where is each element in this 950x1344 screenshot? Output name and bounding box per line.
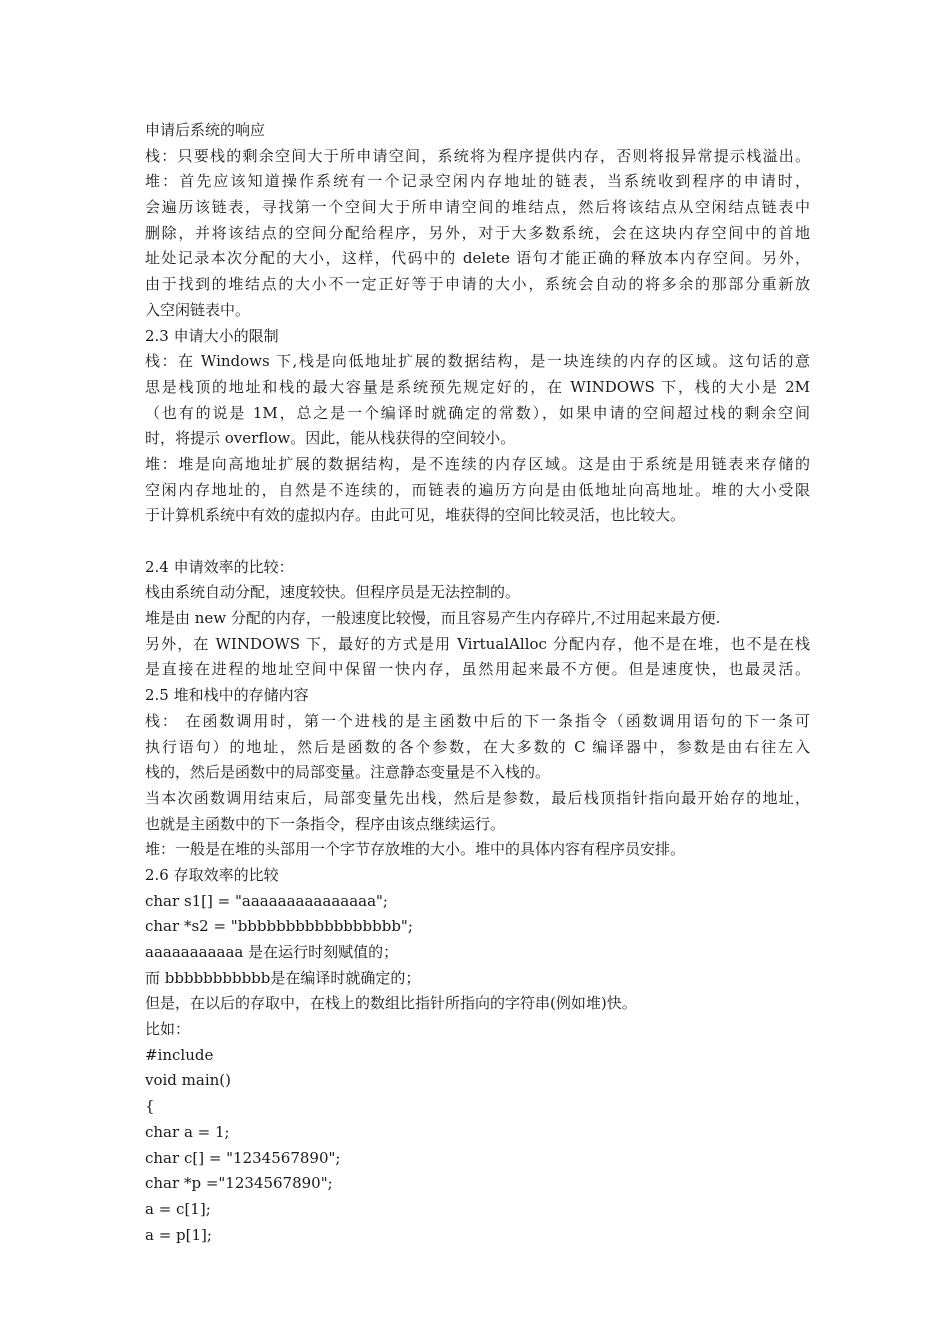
text-line: 栈： 在函数调用时，第一个进栈的是主函数中后的下一条指令（函数调用语句的下一条可 [145,711,810,730]
text-line: 思是栈顶的地址和栈的最大容量是系统预先规定好的，在 WINDOWS 下，栈的大小是 2M [145,377,810,396]
text-line: 栈：只要栈的剩余空间大于所申请空间，系统将为程序提供内存，否则将报异常提示栈溢出。 [145,146,810,165]
text-line: char a = 1; [145,1122,230,1141]
text-line: 栈由系统自动分配，速度较快。但程序员是无法控制的。 [145,583,521,602]
text-line: a = p[1]; [145,1225,212,1244]
text-line: 是直接在进程的地址空间中保留一快内存，虽然用起来最不方便。但是速度快，也最灵活。 [145,660,810,679]
text-line: a = c[1]; [145,1199,211,1218]
text-line: char *p ="1234567890"; [145,1174,333,1193]
text-line: 而 bbbbbbbbbbb是在编译时就确定的； [145,968,421,987]
text-line: 执行语句）的地址，然后是函数的各个参数，在大多数的 C 编译器中，参数是由右往左入 [145,737,810,756]
text-line: 2.6 存取效率的比较 [145,865,279,884]
text-line: 于计算机系统中有效的虚拟内存。由此可见，堆获得的空间比较灵活，也比较大。 [145,506,686,525]
text-line: 另外，在 WINDOWS 下，最好的方式是用 VirtualAlloc 分配内存，他不是在堆，也不是在栈 [145,634,810,653]
text-line: 址处记录本次分配的大小，这样，代码中的 delete 语句才能正确的释放本内存空间。另外， [145,249,810,268]
text-line: { [145,1097,155,1116]
text-line: char s1[] = "aaaaaaaaaaaaaaa"; [145,891,388,910]
text-line: char c[] = "1234567890"; [145,1148,341,1167]
text-line: 会遍历该链表，寻找第一个空间大于所申请空间的堆结点，然后将该结点从空闲结点链表中 [145,198,810,217]
blank-line [145,529,810,555]
text-line: 堆：首先应该知道操作系统有一个记录空闲内存地址的链表，当系统收到程序的申请时， [145,172,810,191]
text-line: 2.5 堆和栈中的存储内容 [145,686,309,705]
text-line: #include [145,1045,214,1064]
text-line: 空闲内存地址的，自然是不连续的，而链表的遍历方向是由低地址向高地址。堆的大小受限 [145,480,810,499]
document-body [145,118,810,1248]
text-line: 堆是由 new 分配的内存，一般速度比较慢，而且容易产生内存碎片,不过用起来最方便. [145,609,721,628]
text-line: （也有的说是 1M，总之是一个编译时就确定的常数），如果申请的空间超过栈的剩余空间 [145,403,810,422]
text-line: 比如： [145,1020,191,1039]
text-line: 栈的，然后是函数中的局部变量。注意静态变量是不入栈的。 [145,763,551,782]
text-line: 堆：一般是在堆的头部用一个字节存放堆的大小。堆中的具体内容有程序员安排。 [145,840,686,859]
text-line: 当本次函数调用结束后，局部变量先出栈，然后是参数，最后栈顶指针指向最开始存的地址， [145,788,810,807]
text-line: 入空闲链表中。 [145,300,251,319]
text-line: 也就是主函数中的下一条指令，程序由该点继续运行。 [145,814,506,833]
text-line: 2.3 申请大小的限制 [145,326,279,345]
text-line: 2.4 申请效率的比较： [145,557,294,576]
text-line: 堆：堆是向高地址扩展的数据结构，是不连续的内存区域。这是由于系统是用链表来存储的 [145,454,810,473]
text-line: 但是，在以后的存取中，在栈上的数组比指针所指向的字符串(例如堆)快。 [145,994,637,1013]
text-line: 由于找到的堆结点的大小不一定正好等于申请的大小，系统会自动的将多余的那部分重新放 [145,275,810,294]
text-line: void main() [145,1071,232,1090]
text-line: 时，将提示 overflow。因此，能从栈获得的空间较小。 [145,429,516,448]
text-line: 栈：在 Windows 下,栈是向低地址扩展的数据结构，是一块连续的内存的区域。这句话的意 [145,352,810,371]
text-line: aaaaaaaaaaa 是在运行时刻赋值的； [145,943,399,961]
text-line: char *s2 = "bbbbbbbbbbbbbbbbb"; [145,917,413,936]
text-line: 删除，并将该结点的空间分配给程序，另外，对于大多数系统，会在这块内存空间中的首地 [145,223,810,242]
text-line: 申请后系统的响应 [145,121,266,139]
